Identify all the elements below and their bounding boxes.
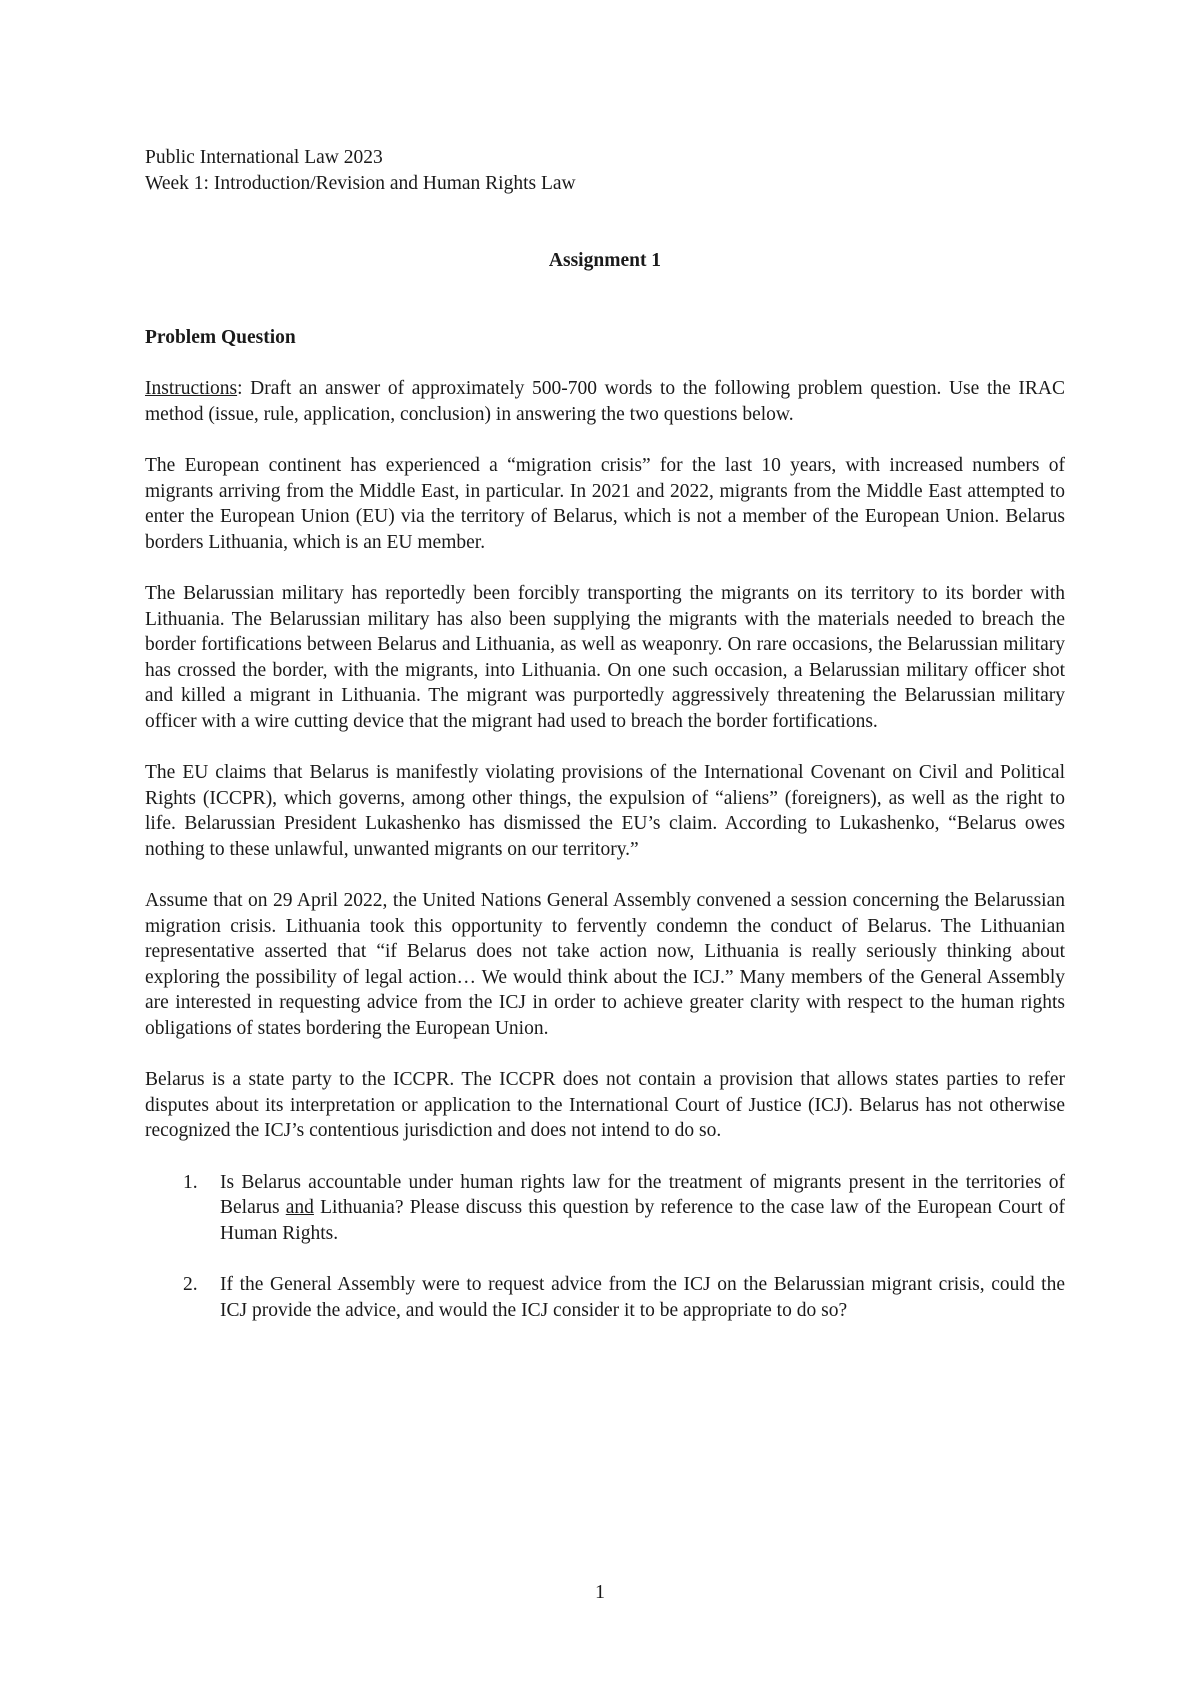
question-number: 2. <box>183 1274 198 1295</box>
question-text-after: Lithuania? Please discuss this question by reference to the case law of the European Court of Human Rights. <box>220 1197 1065 1244</box>
page-number: 1 <box>595 1581 605 1603</box>
instructions-label: Instructions <box>145 378 238 399</box>
instructions-text: : Draft an answer of approximately 500-700 words to the following problem question. Use the IRAC method (issue, rule, application, conclusion) in answering the two questions below. <box>145 378 1065 425</box>
question-item <box>145 1170 1065 1247</box>
paragraph-belarussian-military: The Belarussian military has reportedly been forcibly transporting the migrants on its territory to its border with Lithuania. The Belarussian military has also been supplying the migrants with the materials needed to breach the border fortifications between Belarus and Lithuania, as well as weaponry. On rare occasions, the Belarussian military has crossed the border, with the migrants, into Lithuania. On one such occasion, a Belarussian military officer shot and killed a migrant in Lithuania. The migrant was purportedly aggressively threatening the Belarussian military officer with a wire cutting device that the migrant had used to breach the border fortifications. <box>145 583 1065 732</box>
question-text-before: If the General Assembly were to request advice from the ICJ on the Belarussian migrant crisis, could the ICJ provide the advice, and would the ICJ consider it to be appropriate to do so? <box>220 1274 1065 1321</box>
section-heading: Problem Question <box>145 326 296 348</box>
course-title: Public International Law 2023 <box>145 147 383 168</box>
question-number: 1. <box>183 1171 198 1193</box>
paragraph-iccpr-party: Belarus is a state party to the ICCPR. The ICCPR does not contain a provision that allows states parties to refer disputes about its interpretation or application to the International Court of Justice (ICJ). Belarus has not otherwise recognized the ICJ’s contentious jurisdiction and does not intend to do so. <box>145 1069 1065 1141</box>
question-item <box>145 1272 1065 1323</box>
week-title: Week 1: Introduction/Revision and Human Rights Law <box>145 172 576 194</box>
paragraph-migration-crisis: The European continent has experienced a “migration crisis” for the last 10 years, with increased numbers of migrants arriving from the Middle East, in particular. In 2021 and 2022, migrants from the Middle East attempted to enter the European Union (EU) via the territory of Belarus, which is not a member of the European Union. Belarus borders Lithuania, which is an EU member. <box>145 455 1065 553</box>
paragraph-general-assembly: Assume that on 29 April 2022, the United Nations General Assembly convened a session concerning the Belarussian migration crisis. Lithuania took this opportunity to fervently condemn the conduct of Belarus. The Lithuanian representative asserted that “if Belarus does not take action now, Lithuania is really seriously thinking about exploring the possibility of legal action… We would think about the ICJ.” Many members of the General Assembly are interested in requesting advice from the ICJ in order to achieve greater clarity with respect to the human rights obligations of states bordering the European Union. <box>145 890 1065 1039</box>
question-text-before: Is Belarus accountable under human rights law for the treatment of migrants present in the territories of Belarus <box>220 1171 1065 1218</box>
page-content <box>145 145 1065 1349</box>
instructions-paragraph <box>145 376 1065 427</box>
paragraph-eu-claims: The EU claims that Belarus is manifestly violating provisions of the International Covenant on Civil and Political Rights (ICCPR), which governs, among other things, the expulsion of “aliens” (foreigners), as well as the right to life. Belarussian President Lukashenko has dismissed the EU’s claim. According to Lukashenko, “Belarus owes nothing to these unlawful, unwanted migrants on our territory.” <box>145 762 1065 860</box>
question-emphasis: and <box>285 1197 314 1218</box>
question-list <box>145 1170 1065 1324</box>
assignment-title: Assignment 1 <box>548 250 662 271</box>
